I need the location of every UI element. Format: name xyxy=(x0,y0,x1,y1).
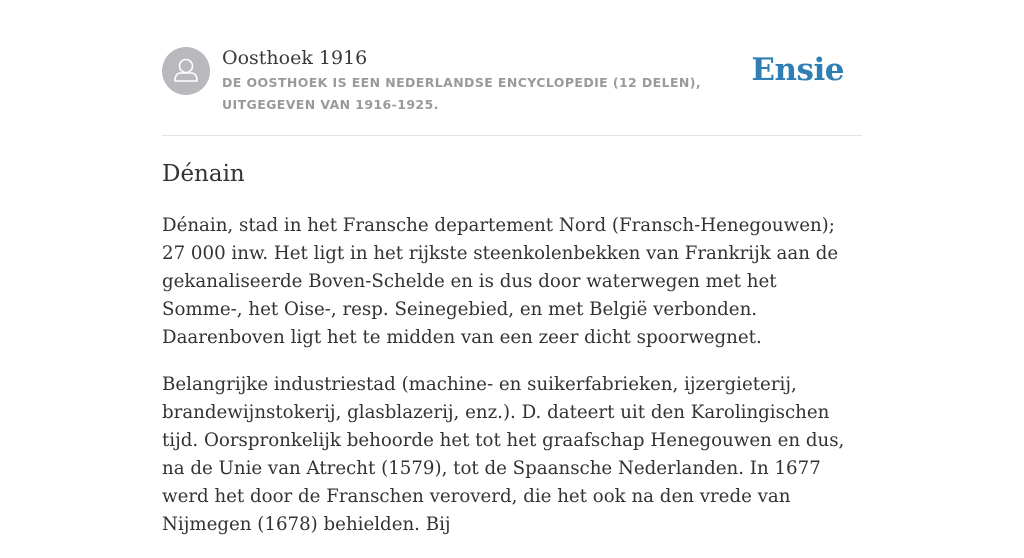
source-description: DE OOSTHOEK IS EEN NEDERLANDSE ENCYCLOPEDIE (12 DELEN), UITGEGEVEN VAN 1916-1925. xyxy=(222,75,702,112)
user-avatar-icon[interactable] xyxy=(162,47,210,95)
article-title: Dénain xyxy=(162,161,245,187)
article-paragraph: Dénain, stad in het Fransche departement Nord (Fransch-Henegouwen); 27 000 inw. Het ligt in het rijkste steenkolenbekken van Frankrijk aan de gekanaliseerde Boven-Schelde en is dus door waterwegen met het Somme-, het Oise-, resp. Seinegebied, en met België verbonden. Daarenboven ligt het te midden van een zeer dicht spoorwegnet. xyxy=(162,215,839,348)
brand-logo[interactable]: Ensie xyxy=(751,52,844,88)
article-body xyxy=(162,212,862,558)
article-paragraph: Belangrijke industriestad (machine- en suikerfabrieken, ijzergieterij, brandewijnstokerij, glasblazerij, enz.). D. dateert uit den Karolingischen tijd. Oorspronkelijk behoorde het tot het graafschap Henegouwen en dus, na de Unie van Atrecht (1579), tot de Spaansche Nederlanden. In 1677 werd het door de Franschen veroverd, die het ook na den vrede van Nijmegen (1678) behielden. Bij xyxy=(162,374,845,535)
source-title[interactable]: Oosthoek 1916 xyxy=(222,47,368,69)
source-header xyxy=(162,46,862,118)
header-divider xyxy=(162,135,862,136)
